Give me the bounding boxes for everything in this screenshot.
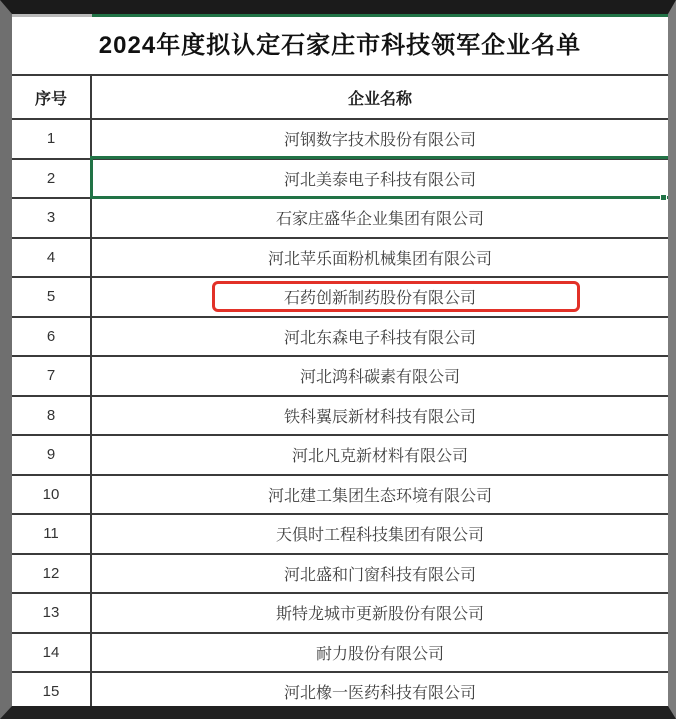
company-name-cell[interactable]: 河北东森电子科技有限公司 bbox=[283, 329, 476, 347]
fill-handle[interactable] bbox=[660, 194, 667, 201]
company-name-cell[interactable]: 石家庄盛华企业集团有限公司 bbox=[275, 211, 484, 229]
row-index-cell[interactable]: 4 bbox=[12, 239, 92, 277]
company-name-cell[interactable]: 耐力股份有限公司 bbox=[315, 645, 444, 663]
header-index-label: 序号 bbox=[12, 76, 92, 118]
company-name-cell[interactable]: 河北建工集团生态环境有限公司 bbox=[267, 487, 492, 505]
row-index-cell[interactable]: 8 bbox=[12, 397, 92, 435]
page-title: 2024年度拟认定石家庄市科技领军企业名单 bbox=[98, 31, 582, 59]
company-name-cell[interactable]: 斯特龙城市更新股份有限公司 bbox=[275, 606, 484, 624]
table-row bbox=[12, 632, 668, 672]
company-name-cell[interactable]: 石药创新制药股份有限公司 bbox=[283, 290, 476, 308]
company-name-cell[interactable]: 河钢数字技术股份有限公司 bbox=[283, 132, 476, 150]
header-company-label: 企业名称 bbox=[347, 90, 412, 108]
company-name-cell[interactable]: 河北鸿科碳素有限公司 bbox=[299, 369, 460, 387]
row-index-cell[interactable]: 13 bbox=[12, 594, 92, 632]
table-row bbox=[12, 513, 668, 553]
table-row bbox=[12, 237, 668, 277]
row-index-cell[interactable]: 5 bbox=[12, 278, 92, 316]
table-header-row bbox=[12, 74, 668, 118]
row-index-cell[interactable]: 11 bbox=[12, 515, 92, 553]
row-index-cell[interactable]: 1 bbox=[12, 120, 92, 158]
table-row bbox=[12, 474, 668, 514]
highlight-box bbox=[212, 281, 580, 312]
row-index-cell[interactable]: 10 bbox=[12, 476, 92, 514]
table-row bbox=[12, 316, 668, 356]
row-index-cell[interactable]: 2 bbox=[12, 160, 92, 198]
company-name-cell[interactable]: 河北美泰电子科技有限公司 bbox=[283, 171, 476, 189]
company-name-cell[interactable]: 铁科翼辰新材科技有限公司 bbox=[283, 408, 476, 426]
company-name-cell[interactable]: 河北橡一医药科技有限公司 bbox=[283, 685, 476, 703]
row-index-cell[interactable]: 7 bbox=[12, 357, 92, 395]
row-index-cell[interactable]: 9 bbox=[12, 436, 92, 474]
selected-cell-outline[interactable] bbox=[90, 156, 668, 199]
table-row bbox=[12, 197, 668, 237]
row-index-cell[interactable]: 3 bbox=[12, 199, 92, 237]
row-index-cell[interactable]: 14 bbox=[12, 634, 92, 672]
table-row bbox=[12, 553, 668, 593]
row-index-cell[interactable]: 15 bbox=[12, 673, 92, 706]
table-row bbox=[12, 395, 668, 435]
row-index-cell[interactable]: 6 bbox=[12, 318, 92, 356]
company-name-cell[interactable]: 河北盛和门窗科技有限公司 bbox=[283, 566, 476, 584]
row-index-cell[interactable]: 12 bbox=[12, 555, 92, 593]
table-row bbox=[12, 671, 668, 706]
company-name-cell[interactable]: 河北凡克新材料有限公司 bbox=[291, 448, 468, 466]
company-name-cell[interactable]: 天俱时工程科技集团有限公司 bbox=[275, 527, 484, 545]
company-name-cell[interactable]: 河北苹乐面粉机械集团有限公司 bbox=[267, 250, 492, 268]
table-body bbox=[12, 118, 668, 706]
table-row bbox=[12, 592, 668, 632]
table-row bbox=[12, 355, 668, 395]
table-row bbox=[12, 118, 668, 158]
spreadsheet-area bbox=[12, 14, 668, 706]
table-row bbox=[12, 434, 668, 474]
